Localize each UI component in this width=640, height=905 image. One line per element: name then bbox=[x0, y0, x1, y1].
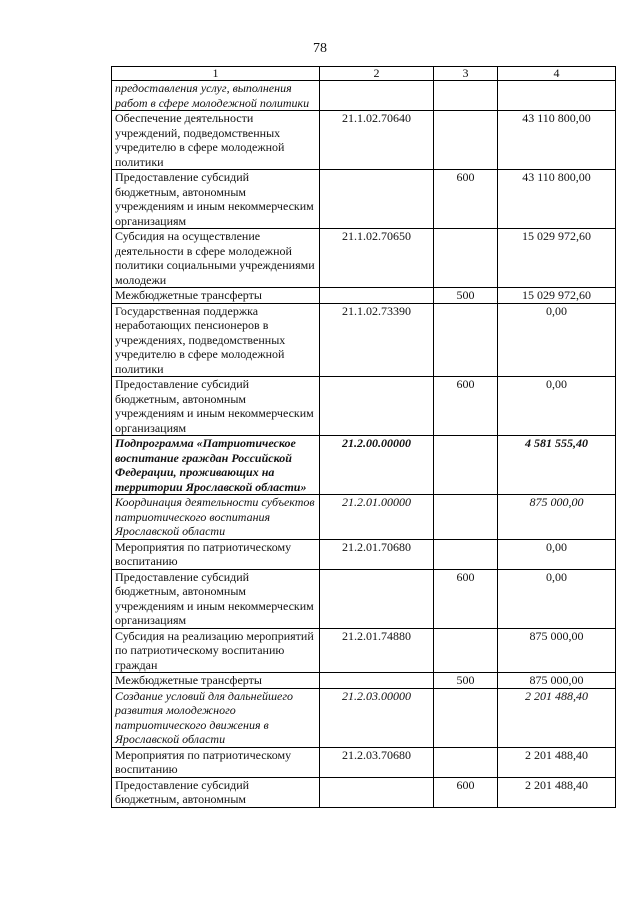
row-expense-type-cell: 600 bbox=[434, 569, 498, 628]
table-row bbox=[112, 81, 616, 111]
row-expense-type-cell bbox=[434, 688, 498, 747]
row-amount-cell: 0,00 bbox=[498, 539, 616, 569]
row-amount-cell bbox=[498, 81, 616, 111]
row-name-cell: Мероприятия по патриотическому воспитанию bbox=[112, 539, 320, 569]
budget-table bbox=[111, 66, 616, 808]
row-code-cell: 21.2.03.70680 bbox=[320, 747, 434, 777]
row-name-cell: Межбюджетные трансферты bbox=[112, 673, 320, 689]
page-number: 78 bbox=[313, 41, 327, 56]
row-name-cell: Субсидия на реализацию мероприятий по патриотическому воспитанию граждан bbox=[112, 628, 320, 673]
row-expense-type-cell bbox=[434, 436, 498, 495]
row-expense-type-cell: 600 bbox=[434, 170, 498, 229]
row-expense-type-cell bbox=[434, 495, 498, 540]
table-row bbox=[112, 436, 616, 495]
table-header-row bbox=[112, 67, 616, 81]
row-expense-type-cell: 500 bbox=[434, 288, 498, 304]
row-code-cell bbox=[320, 569, 434, 628]
column-header: 2 bbox=[320, 67, 434, 81]
row-name-cell: Обеспечение деятельности учреждений, подведомственных учредителю в сфере молодежной политики bbox=[112, 111, 320, 170]
table-body bbox=[112, 81, 616, 808]
table-row bbox=[112, 303, 616, 377]
row-amount-cell: 43 110 800,00 bbox=[498, 170, 616, 229]
row-expense-type-cell: 600 bbox=[434, 377, 498, 436]
row-name-cell: Предоставление субсидий бюджетным, автономным bbox=[112, 777, 320, 807]
table-row bbox=[112, 747, 616, 777]
table-row bbox=[112, 628, 616, 673]
row-code-cell bbox=[320, 81, 434, 111]
row-code-cell bbox=[320, 777, 434, 807]
row-amount-cell: 0,00 bbox=[498, 377, 616, 436]
row-amount-cell: 2 201 488,40 bbox=[498, 747, 616, 777]
row-expense-type-cell: 600 bbox=[434, 777, 498, 807]
row-code-cell bbox=[320, 170, 434, 229]
row-name-cell: предоставления услуг, выполнения работ в сфере молодежной политики bbox=[112, 81, 320, 111]
row-amount-cell: 875 000,00 bbox=[498, 673, 616, 689]
table-row bbox=[112, 777, 616, 807]
row-amount-cell: 2 201 488,40 bbox=[498, 688, 616, 747]
table-row bbox=[112, 288, 616, 304]
row-expense-type-cell bbox=[434, 747, 498, 777]
row-name-cell: Создание условий для дальнейшего развития молодежного патриотического движения в Ярославской области bbox=[112, 688, 320, 747]
table-row bbox=[112, 170, 616, 229]
row-amount-cell: 15 029 972,60 bbox=[498, 288, 616, 304]
row-code-cell: 21.1.02.70640 bbox=[320, 111, 434, 170]
row-name-cell: Координация деятельности субъектов патриотического воспитания Ярославской области bbox=[112, 495, 320, 540]
row-code-cell: 21.1.02.73390 bbox=[320, 303, 434, 377]
row-code-cell: 21.1.02.70650 bbox=[320, 229, 434, 288]
table-row bbox=[112, 377, 616, 436]
row-name-cell: Предоставление субсидий бюджетным, автономным учреждениям и иным некоммерческим организациям bbox=[112, 377, 320, 436]
row-amount-cell: 4 581 555,40 bbox=[498, 436, 616, 495]
row-expense-type-cell: 500 bbox=[434, 673, 498, 689]
row-name-cell: Субсидия на осуществление деятельности в сфере молодежной политики социальными учреждениями молодежи bbox=[112, 229, 320, 288]
table-row bbox=[112, 688, 616, 747]
row-expense-type-cell bbox=[434, 539, 498, 569]
row-name-cell: Подпрограмма «Патриотическое воспитание граждан Российской Федерации, проживающих на территории Ярославской области» bbox=[112, 436, 320, 495]
row-expense-type-cell bbox=[434, 81, 498, 111]
row-code-cell bbox=[320, 288, 434, 304]
row-code-cell bbox=[320, 673, 434, 689]
row-expense-type-cell bbox=[434, 229, 498, 288]
row-code-cell: 21.2.01.00000 bbox=[320, 495, 434, 540]
row-amount-cell: 43 110 800,00 bbox=[498, 111, 616, 170]
row-name-cell: Межбюджетные трансферты bbox=[112, 288, 320, 304]
row-amount-cell: 875 000,00 bbox=[498, 495, 616, 540]
table-row bbox=[112, 495, 616, 540]
table-row bbox=[112, 673, 616, 689]
column-header: 1 bbox=[112, 67, 320, 81]
row-code-cell: 21.2.01.70680 bbox=[320, 539, 434, 569]
row-amount-cell: 15 029 972,60 bbox=[498, 229, 616, 288]
row-name-cell: Предоставление субсидий бюджетным, автономным учреждениям и иным некоммерческим организациям bbox=[112, 569, 320, 628]
column-header: 4 bbox=[498, 67, 616, 81]
row-name-cell: Мероприятия по патриотическому воспитанию bbox=[112, 747, 320, 777]
row-amount-cell: 875 000,00 bbox=[498, 628, 616, 673]
row-code-cell: 21.2.00.00000 bbox=[320, 436, 434, 495]
row-amount-cell: 0,00 bbox=[498, 569, 616, 628]
row-amount-cell: 0,00 bbox=[498, 303, 616, 377]
row-code-cell: 21.2.03.00000 bbox=[320, 688, 434, 747]
table-row bbox=[112, 569, 616, 628]
table-row bbox=[112, 539, 616, 569]
column-header: 3 bbox=[434, 67, 498, 81]
row-name-cell: Государственная поддержка неработающих пенсионеров в учреждениях, подведомственных учредителю в сфере молодежной политики bbox=[112, 303, 320, 377]
table-row bbox=[112, 229, 616, 288]
row-code-cell bbox=[320, 377, 434, 436]
row-expense-type-cell bbox=[434, 628, 498, 673]
row-code-cell: 21.2.01.74880 bbox=[320, 628, 434, 673]
row-expense-type-cell bbox=[434, 303, 498, 377]
row-amount-cell: 2 201 488,40 bbox=[498, 777, 616, 807]
row-expense-type-cell bbox=[434, 111, 498, 170]
table-row bbox=[112, 111, 616, 170]
row-name-cell: Предоставление субсидий бюджетным, автономным учреждениям и иным некоммерческим организациям bbox=[112, 170, 320, 229]
